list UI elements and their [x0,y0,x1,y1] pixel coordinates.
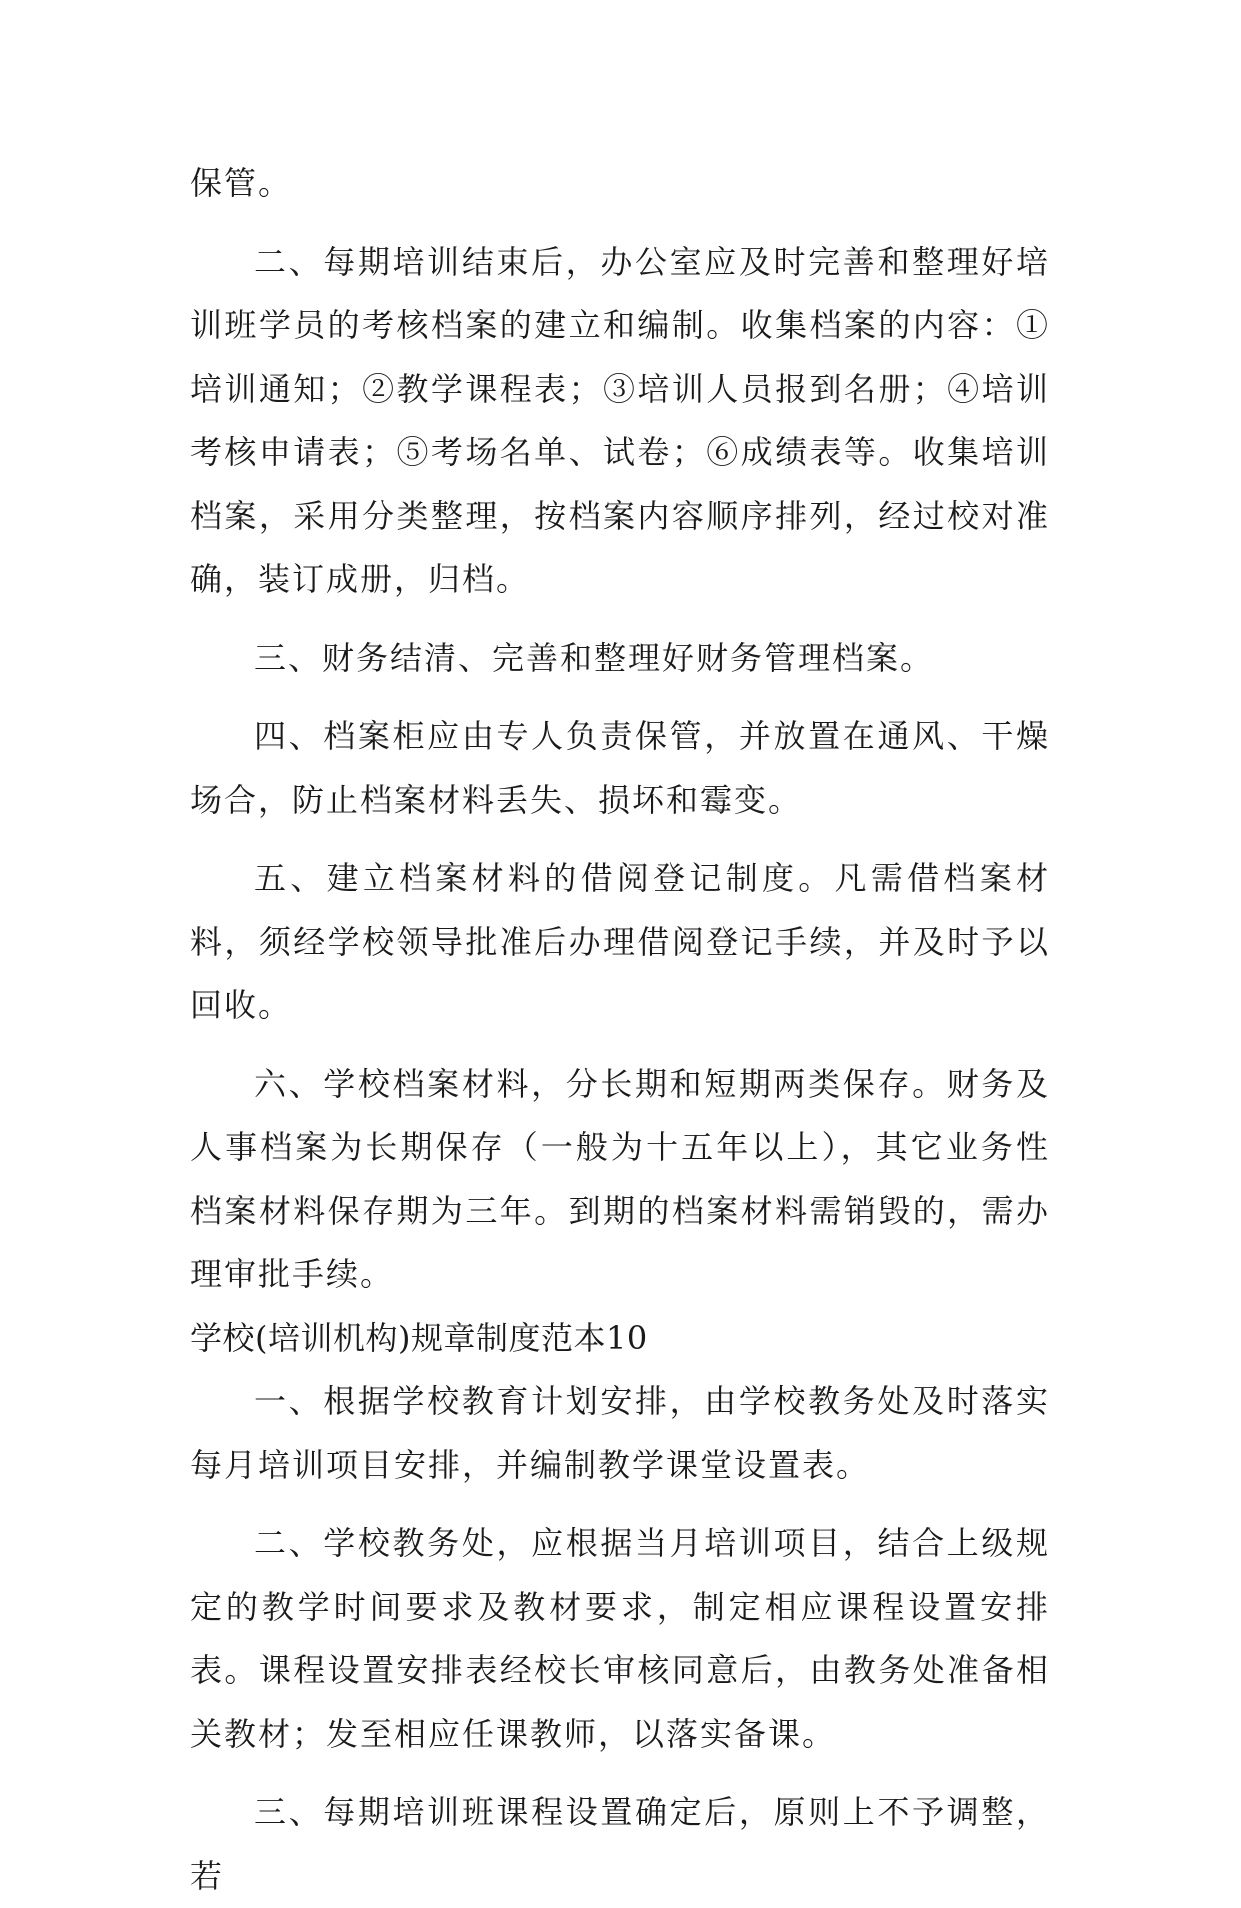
paragraph-item-4-archive-cabinet: 四、档案柜应由专人负责保管，并放置在通风、干燥场合，防止档案材料丢失、损坏和霉变。 [190,717,1050,819]
paragraph-item-2-archive-compilation: 二、每期培训结束后，办公室应及时完善和整理好培训班学员的考核档案的建立和编制。收集档案的内容：①培训通知；②教学课程表；③培训人员报到名册；④培训考核申请表；⑤考场名单、试卷；⑥成绩表等。收集培训档案，采用分类整理，按档案内容顺序排列，经过校对准确，装订成册，归档。 [190,242,1050,598]
paragraph-item-3-course-adjustment: 三、每期培训班课程设置确定后，原则上不予调整，若 [190,1793,1050,1895]
paragraph-continuation: 保管。 [190,164,293,202]
paragraph-item-6-retention-period: 六、学校档案材料，分长期和短期两类保存。财务及人事档案为长期保存（一般为十五年以上），其它业务性档案材料保存期为三年。到期的档案材料需销毁的，需办理审批手续。 [190,1064,1050,1293]
section-heading: 学校(培训机构)规章制度范本10 [190,1318,648,1357]
paragraph-item-2-course-schedule: 二、学校教务处，应根据当月培训项目，结合上级规定的教学时间要求及教材要求，制定相应课程设置安排表。课程设置安排表经校长审核同意后，由教务处准备相关教材；发至相应任课教师，以落实备课。 [190,1524,1050,1753]
document-body [190,152,1050,1908]
paragraph-item-1-monthly-plan: 一、根据学校教育计划安排，由学校教务处及时落实每月培训项目安排，并编制教学课堂设置表。 [190,1382,1050,1484]
paragraph-item-5-borrowing-registration: 五、建立档案材料的借阅登记制度。凡需借档案材料，须经学校领导批准后办理借阅登记手续，并及时予以回收。 [190,859,1050,1024]
paragraph-item-3-financial-archive: 三、财务结清、完善和整理好财务管理档案。 [254,638,935,677]
